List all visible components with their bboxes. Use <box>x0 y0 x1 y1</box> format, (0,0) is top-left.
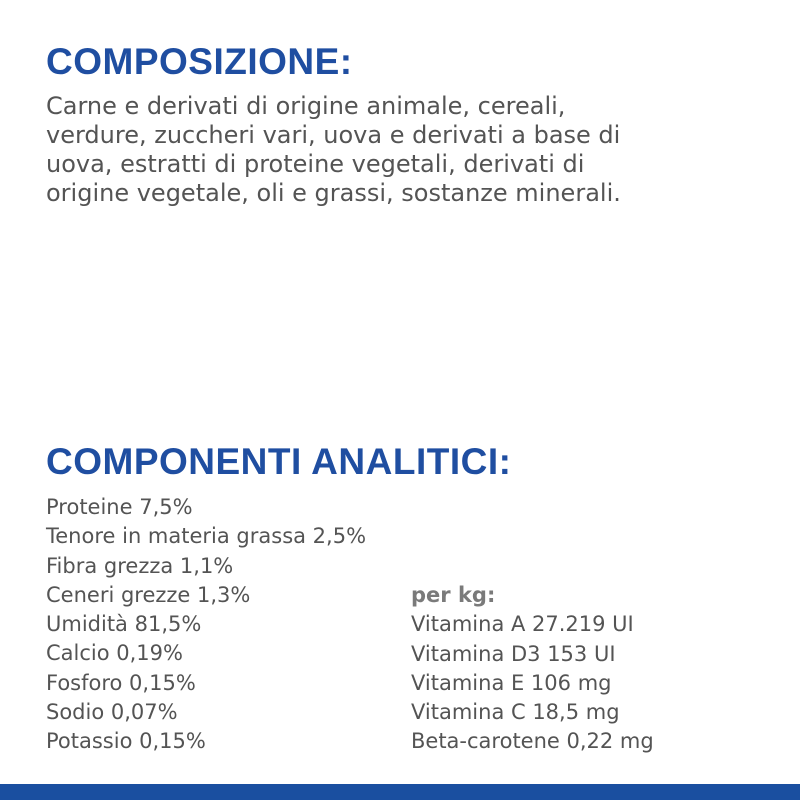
analytical-components-heading: COMPONENTI ANALITICI: <box>46 441 512 482</box>
vitamin-item: Vitamina C 18,5 mg <box>411 700 620 725</box>
vitamin-item: Beta-carotene 0,22 mg <box>411 729 654 754</box>
vitamin-item: Vitamina A 27.219 UI <box>411 612 634 637</box>
per-kg-heading: per kg: <box>411 583 496 607</box>
analytical-item: Ceneri grezze 1,3% <box>46 582 251 607</box>
vitamin-item: Vitamina E 106 mg <box>411 670 612 695</box>
composition-text <box>46 92 766 208</box>
analytical-item: Proteine 7,5% <box>46 495 193 519</box>
composition-heading: COMPOSIZIONE: <box>46 41 353 82</box>
analytical-components-list <box>46 493 366 757</box>
analytical-item: Fibra grezza 1,1% <box>46 553 234 578</box>
analytical-item: Potassio 0,15% <box>46 729 206 754</box>
analytical-item: Calcio 0,19% <box>46 641 183 666</box>
composition-line: verdure, zuccheri vari, uova e derivati a base di <box>46 121 621 149</box>
per-kg-section <box>411 581 654 757</box>
analytical-item: Umidità 81,5% <box>46 612 202 637</box>
vitamin-item: Vitamina D3 153 UI <box>411 641 616 666</box>
analytical-item: Tenore in materia grassa 2,5% <box>46 524 367 549</box>
vitamin-list <box>411 610 654 756</box>
composition-line: origine vegetale, oli e grassi, sostanze minerali. <box>46 179 621 207</box>
analytical-item: Sodio 0,07% <box>46 700 178 725</box>
analytical-item: Fosforo 0,15% <box>46 670 196 695</box>
footer-color-bar <box>0 784 800 800</box>
composition-line: Carne e derivati di origine animale, cereali, <box>46 92 566 120</box>
composition-line: uova, estratti di proteine vegetali, derivati di <box>46 150 585 178</box>
